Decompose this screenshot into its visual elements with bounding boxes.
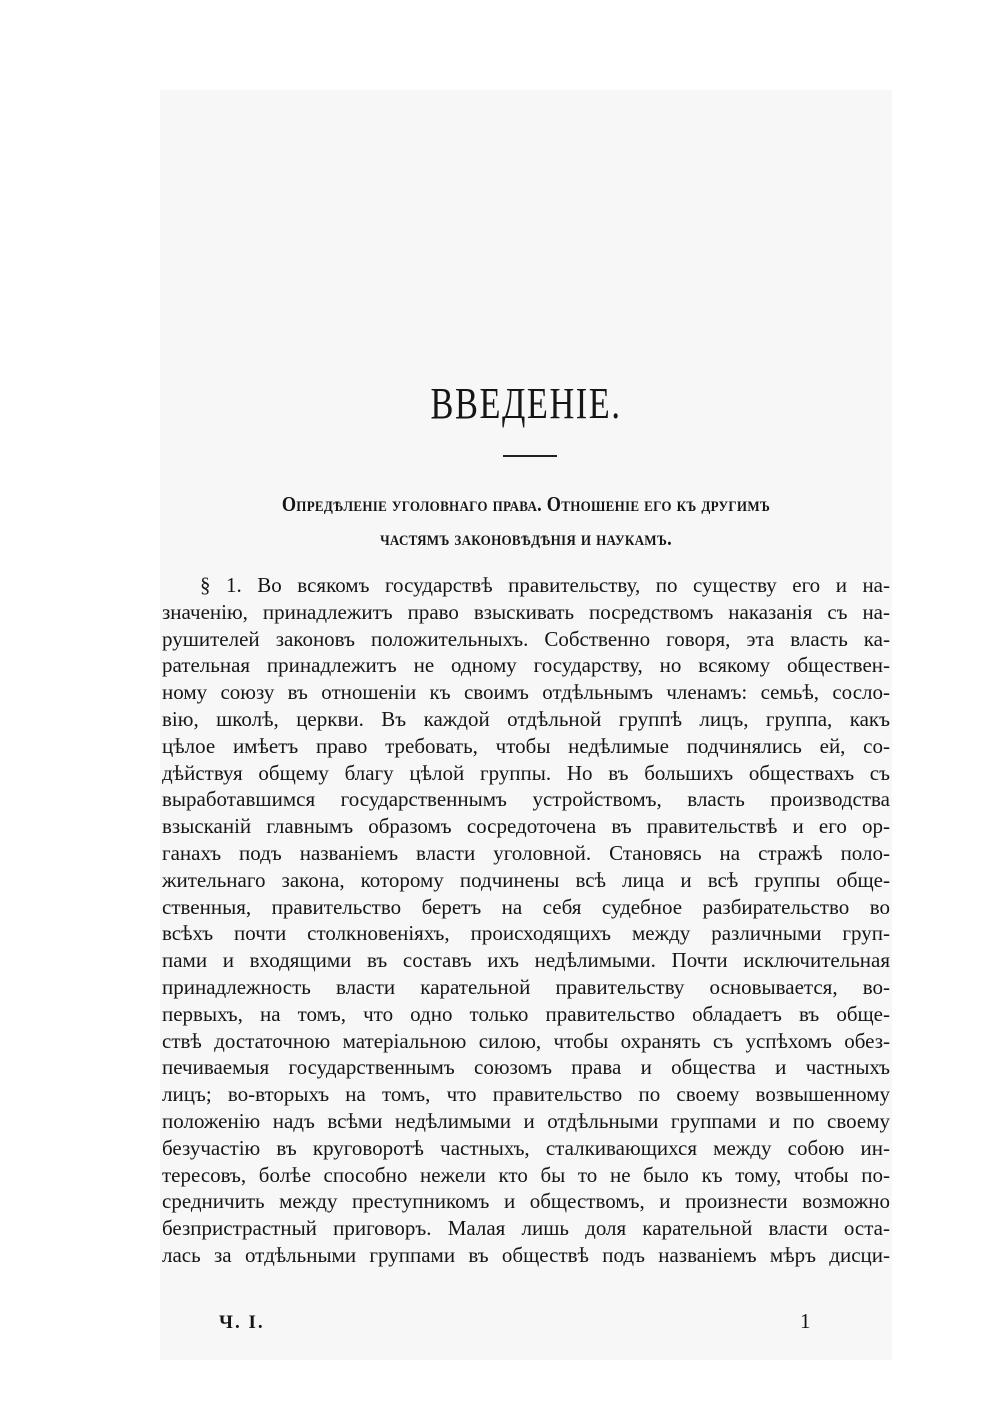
text-line: безучастiю въ круговоротѣ частныхъ, сталкивающихся между собою ин- bbox=[162, 1135, 890, 1160]
text-line: рушителей законовъ положительныхъ. Собственно говоря, эта власть ка- bbox=[162, 626, 890, 651]
page-title: ВВЕДЕНIЕ. bbox=[430, 379, 622, 428]
text-line: жительнаго закона, которому подчинены всѣ лица и всѣ группы обще- bbox=[162, 867, 890, 892]
footer-signature: Ч. I. bbox=[219, 1312, 265, 1333]
text-line: ствѣ достаточною матерiальною силою, чтобы охранять съ успѣхомъ обез- bbox=[162, 1028, 890, 1053]
section-heading-line-2: частямъ законовѣдѣнiя и наукамъ. bbox=[380, 526, 672, 550]
text-line: печиваемыя государственнымъ союзомъ права и общества и частныхъ bbox=[162, 1055, 890, 1080]
page-number: 1 bbox=[800, 1309, 811, 1333]
text-line: ганахъ подъ названiемъ власти уголовной. Становясь на стражѣ поло- bbox=[162, 840, 890, 865]
section-heading bbox=[160, 487, 892, 555]
text-line: цѣлое имѣетъ право требовать, чтобы недѣлимые подчинялись ей, со- bbox=[162, 733, 890, 758]
text-line: дѣйствуя общему благу цѣлой группы. Но въ большихъ обществахъ съ bbox=[162, 760, 890, 785]
body-paragraph bbox=[162, 572, 890, 1269]
text-line: первыхъ, на томъ, что одно только правительство обладаетъ въ обще- bbox=[162, 1001, 890, 1026]
text-line: рательная принадлежитъ не одному государству, но всякому обществен- bbox=[162, 653, 890, 678]
text-line: средничить между преступникомъ и обществомъ, и произнести возможно bbox=[162, 1189, 890, 1214]
text-line: всѣхъ почти столкновенiяхъ, происходящихъ между различными груп- bbox=[162, 921, 890, 946]
section-heading-line-1: Опредѣленiе уголовнаго права. Отношенiе его къ другимъ bbox=[281, 492, 771, 516]
text-line: лицъ; во-вторыхъ на томъ, что правительство по своему возвышенному bbox=[162, 1082, 890, 1107]
text-line: лась за отдѣльными группами въ обществѣ подъ названiемъ мѣръ дисци- bbox=[162, 1242, 890, 1267]
text-line: принадлежность власти карательной правительству основывается, во- bbox=[162, 974, 890, 999]
title-divider bbox=[503, 455, 557, 457]
text-line: взысканiй главнымъ образомъ сосредоточена въ правительствѣ и его ор- bbox=[162, 814, 890, 839]
text-line: выработавшимся государственнымъ устройствомъ, власть производства bbox=[162, 787, 890, 812]
text-line: пами и входящими въ составъ ихъ недѣлимыми. Почти исключительная bbox=[162, 948, 890, 973]
text-line: безпристрастный приговоръ. Малая лишь доля карательной власти оста- bbox=[162, 1216, 890, 1241]
text-line: положенiю надъ всѣми недѣлимыми и отдѣльными группами и по своему bbox=[162, 1108, 890, 1133]
text-line: значенiю, принадлежитъ право взыскивать посредствомъ наказанiя съ на- bbox=[162, 599, 890, 624]
text-line: ственныя, правительство беретъ на себя судебное разбирательство во bbox=[162, 894, 890, 919]
text-line: ному союзу въ отношенiи къ своимъ отдѣльнымъ членамъ: семьѣ, сосло- bbox=[162, 680, 890, 705]
text-line: § 1. Во всякомъ государствѣ правительству, по существу его и на- bbox=[200, 573, 890, 597]
text-line: тересовъ, болѣе способно нежели кто бы то не было къ тому, чтобы по- bbox=[162, 1162, 890, 1187]
text-line: вiю, школѣ, церкви. Въ каждой отдѣльной группѣ лицъ, группа, какъ bbox=[162, 706, 890, 731]
